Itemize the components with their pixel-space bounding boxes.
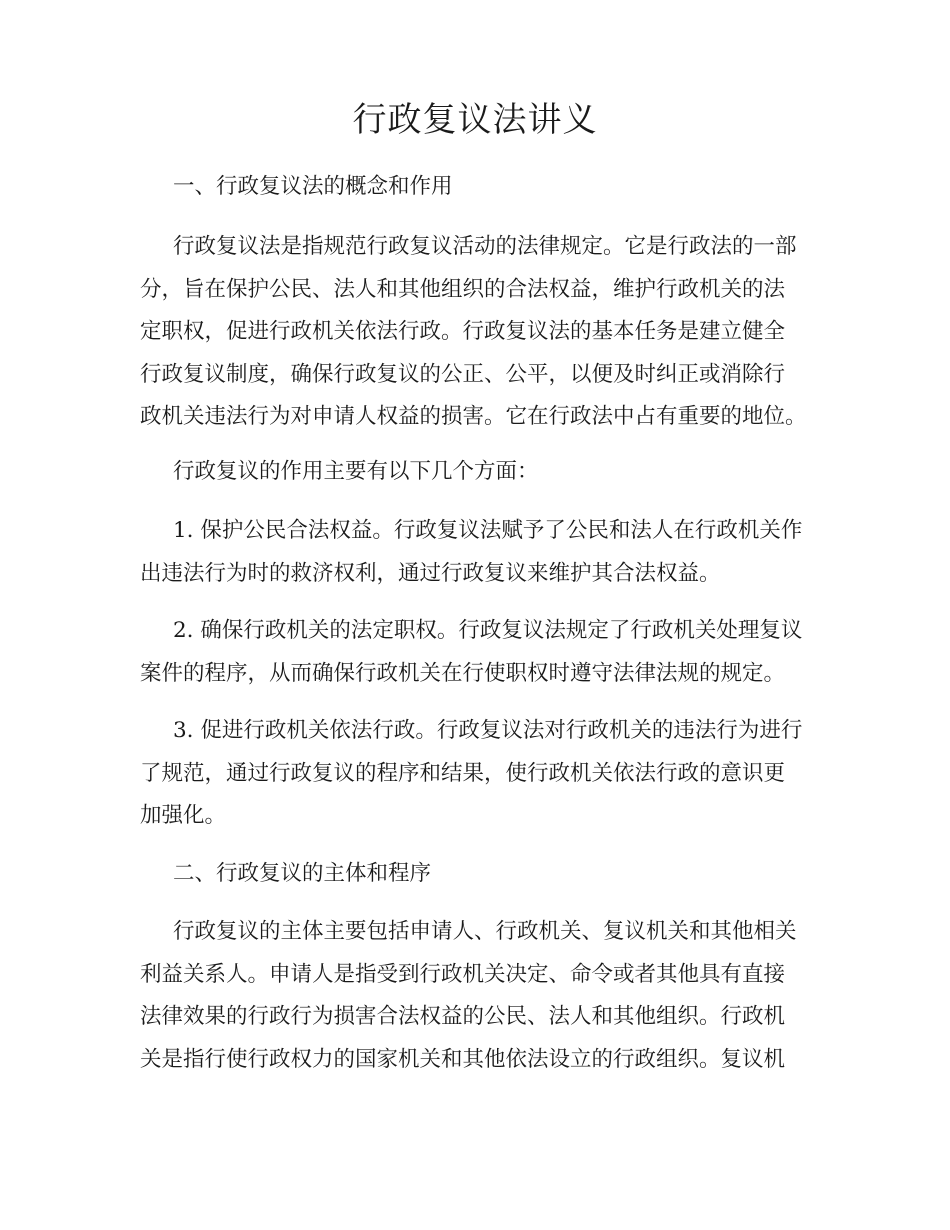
paragraph-line: 定职权，促进行政机关依法行政。行政复议法的基本任务是建立健全: [140, 319, 786, 344]
paragraph-line: 法律效果的行政行为损害合法权益的公民、法人和其他组织。行政机: [140, 1004, 786, 1029]
paragraph-line: 政机关违法行为对申请人权益的损害。它在行政法中占有重要的地位。: [140, 404, 807, 429]
function-item-3: [140, 710, 840, 838]
paragraph-line: 分，旨在保护公民、法人和其他组织的合法权益，维护行政机关的法: [140, 276, 786, 302]
function-item-1: [140, 510, 840, 595]
paragraph-line: 3. 促进行政机关依法行政。行政复议法对行政机关的违法行为进行: [173, 718, 803, 743]
paragraph-line: 行政复议制度，确保行政复议的公正、公平，以便及时纠正或消除行: [140, 361, 786, 387]
paragraph-line: 1. 保护公民合法权益。行政复议法赋予了公民和法人在行政机关作: [173, 518, 803, 543]
paragraph-line: 行政复议法是指规范行政复议活动的法律规定。它是行政法的一部: [173, 234, 797, 259]
section-2-heading: 二、行政复议的主体和程序: [173, 861, 432, 886]
function-item-2: [140, 610, 840, 695]
paragraph-line: 出违法行为时的救济权利，通过行政复议来维护其合法权益。: [140, 560, 721, 586]
paragraph-line: 行政复议的主体主要包括申请人、行政机关、复议机关和其他相关: [173, 919, 797, 944]
paragraph-line: 2. 确保行政机关的法定职权。行政复议法规定了行政机关处理复议: [173, 618, 803, 643]
section-2-paragraph: [140, 911, 840, 1081]
functions-intro: 行政复议的作用主要有以下几个方面：: [173, 459, 539, 484]
paragraph-line: 关是指行使行政权力的国家机关和其他依法设立的行政组织。复议机: [140, 1046, 786, 1072]
document-title: 行政复议法讲义: [352, 100, 598, 140]
paragraph-line: 了规范，通过行政复议的程序和结果，使行政机关依法行政的意识更: [140, 760, 786, 786]
paragraph-line: 案件的程序，从而确保行政机关在行使职权时遵守法律法规的规定。: [140, 660, 786, 686]
section-1-heading: 一、行政复议法的概念和作用: [173, 174, 453, 199]
paragraph-line: 利益关系人。申请人是指受到行政机关决定、命令或者其他具有直接: [140, 961, 786, 987]
section-1-intro-paragraph: [140, 226, 840, 439]
paragraph-line: 加强化。: [140, 803, 227, 828]
